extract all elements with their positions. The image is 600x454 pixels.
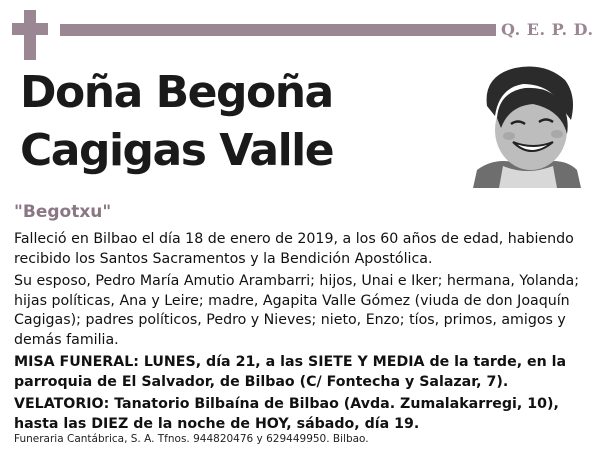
portrait-photo <box>473 62 581 188</box>
obituary-body <box>14 230 592 437</box>
family-list: Su esposo, Pedro María Amutio Arambarri; hijos, Unai e Iker; hermana, Yolanda; hijas políticas, Ana y Leire; madre, Agapita Valle Gómez (viuda de don Joaquín Cagigas); padres políticos, Pedro y Nieves; nieto, Enzo; tíos, primos, amigos y demás familia. <box>14 273 579 348</box>
funeral-mass-info: MISA FUNERAL: LUNES, día 21, a las SIETE Y MEDIA de la tarde, en la parroquia de El Salvador, de Bilbao (C/ Fontecha y Salazar, 7). <box>14 354 567 390</box>
cross-icon <box>12 10 48 60</box>
qepd-label: Q. E. P. D. <box>501 20 594 39</box>
funeral-home-footer: Funeraria Cantábrica, S. A. Tfnos. 944820476 y 629449950. Bilbao. <box>14 433 369 445</box>
name-line-2: Cagigas Valle <box>20 125 334 176</box>
name-line-1: Doña Begoña <box>20 67 333 118</box>
wake-info: VELATORIO: Tanatorio Bilbaína de Bilbao (Avda. Zumalakarregi, 10), hasta las DIEZ de la noche de HOY, sábado, día 19. <box>14 396 559 432</box>
header-divider <box>60 24 496 36</box>
nickname: "Begotxu" <box>14 202 112 222</box>
deceased-name <box>20 64 333 180</box>
death-notice: Falleció en Bilbao el día 18 de enero de 2019, a los 60 años de edad, habiendo recibido los Santos Sacramentos y la Bendición Apostólica. <box>14 231 574 267</box>
